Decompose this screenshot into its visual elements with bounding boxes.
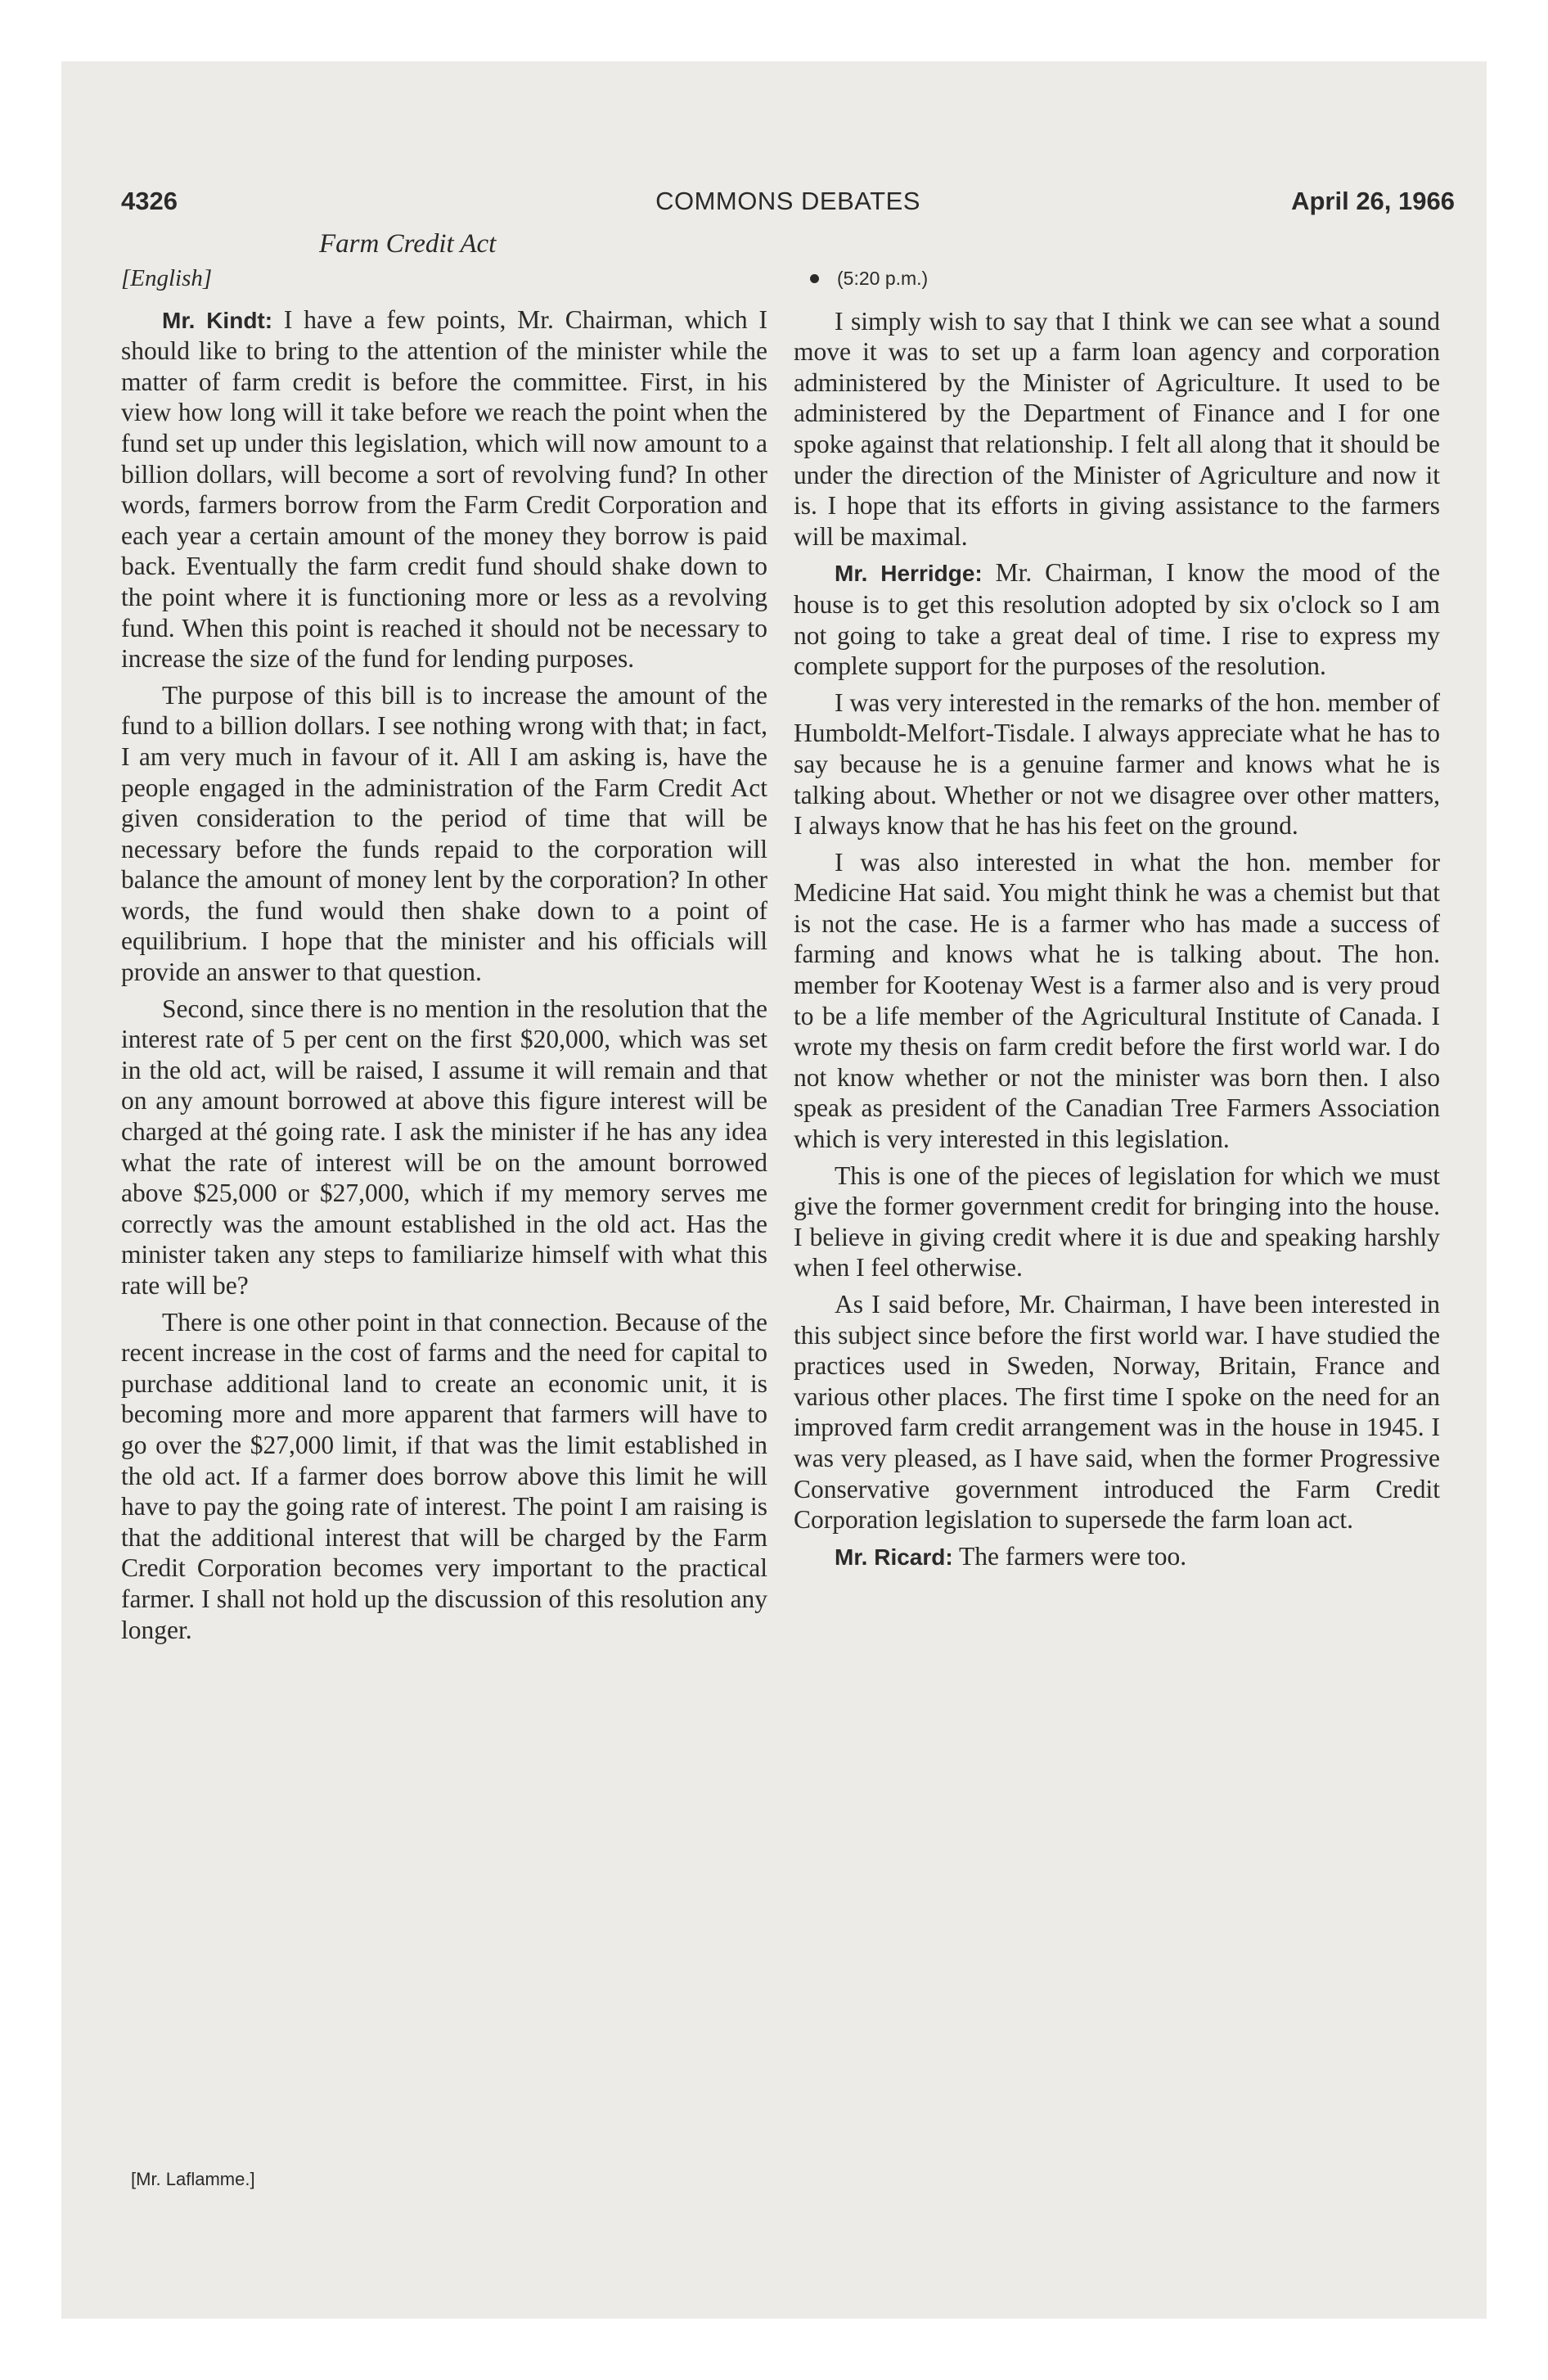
- page-date: April 26, 1966: [1291, 187, 1455, 215]
- paragraph: [121, 304, 767, 674]
- paragraph: [794, 1161, 1440, 1283]
- running-subject: Farm Credit Act: [319, 229, 497, 259]
- paragraph: [794, 847, 1440, 1155]
- publication-title: COMMONS DEBATES: [655, 187, 920, 215]
- timestamp: [794, 264, 1440, 295]
- paragraph: [794, 1289, 1440, 1535]
- left-column: [121, 264, 767, 1651]
- paragraph-text: Second, since there is no mention in the resolution that the interest rate of 5 per cent on the first $20,000, which was set in the old act, will be raised, I assume it will remain and that on any amount borrowed at above this figure interest will be charged at thé going rate. I ask the minister if he has any idea what the rate of interest will be on the amount borrowed above $25,000 or $27,000, which if my memory serves me correctly was the amount established in the old act. Has the minister taken any steps to familiarize himself with what this rate will be?: [121, 994, 767, 1300]
- speaker-name: Mr. Herridge:: [835, 561, 983, 587]
- paragraph-text: The purpose of this bill is to increase the amount of the fund to a billion dollars. I see nothing wrong with that; in fact, I am very much in favour of it. All I am asking is, have the people engaged in the administration of the Farm Credit Act given consideration to the period of time that will be necessary before the funds repaid to the corporation will balance the amount of money lent by the corporation? In other words, the fund would then shake down to a point of equilibrium. I hope that the minister and his officials will provide an answer to that question.: [121, 680, 767, 987]
- speaker-name: Mr. Ricard:: [835, 1544, 953, 1570]
- paragraph-text: As I said before, Mr. Chairman, I have been interested in this subject since before the first world war. I have studied the practices used in Sweden, Norway, Britain, France and various other places. The first time I spoke on the need for an improved farm credit arrangement was in the house in 1945. I was very pleased, as I have said, when the former Progressive Conservative government introduced the Farm Credit Corporation legislation to supersede the farm loan act.: [794, 1290, 1440, 1535]
- paragraph-text: This is one of the pieces of legislation for which we must give the former government credit for bringing into the house. I believe in giving credit where it is due and speaking harshly when I feel otherwise.: [794, 1161, 1440, 1282]
- right-column: [794, 264, 1440, 1578]
- paragraph: [794, 557, 1440, 681]
- paragraph: [794, 1541, 1440, 1573]
- paragraph: [794, 687, 1440, 841]
- language-tag: [English]: [121, 265, 213, 291]
- paragraph-text: I was very interested in the remarks of the hon. member of Humboldt-Melfort-Tisdale. I always appreciate what he has to say because he is a genuine farmer and knows what he is talking about. Whether or not we disagree over other matters, I always know that he has his feet on the ground.: [794, 687, 1440, 841]
- paragraph-text: I simply wish to say that I think we can see what a sound move it was to set up a farm loan agency and corporation administered by the Minister of Agriculture. It used to be administered by the Department of Finance and I for one spoke against that relationship. I felt all along that it should be under the direction of the Minister of Agriculture and now it is. I hope that its efforts in giving assistance to the farmers will be maximal.: [794, 306, 1440, 551]
- page-header: [121, 187, 1455, 228]
- bullet-icon: [810, 274, 819, 283]
- paragraph-text: There is one other point in that connection. Because of the recent increase in the cost of farms and the need for capital to purchase additional land to create an economic unit, it is becoming more and more apparent that farmers will have to go over the $27,000 limit, if that was the limit established in the old act. If a farmer does borrow above this limit he will have to pay the going rate of interest. The point I am raising is that the additional interest that will be charged by the Farm Credit Corporation becomes very important to the practical farmer. I shall not hold up the discussion of this resolution any longer.: [121, 1307, 767, 1644]
- paragraph-text: I was also interested in what the hon. member for Medicine Hat said. You might think he was a chemist but that is not the case. He is a farmer who has made a success of farming and knows what he is talking about. The hon. member for Kootenay West is a farmer also and is very proud to be a life member of the Agricultural Institute of Canada. I wrote my thesis on farm credit before the first world war. I do not know whether or not the minister was born then. I also speak as president of the Canadian Tree Farmers Association which is very interested in this legislation.: [794, 847, 1440, 1154]
- footer-speaker-note: [Mr. Laflamme.]: [131, 2169, 255, 2189]
- paragraph: [121, 1307, 767, 1646]
- paragraph-text: I have a few points, Mr. Chairman, which I should like to bring to the attention of the minister while the matter of farm credit is before the committee. First, in his view how long will it take before we reach the point when the fund set up under this legislation, which will now amount to a billion dollars, will become a sort of revolving fund? In other words, farmers borrow from the Farm Credit Corporation and each year a certain amount of the money they borrow is paid back. Eventually the farm credit fund should shake down to the point where it is functioning more or less as a revolving fund. When this point is reached it should not be necessary to increase the size of the fund for lending purposes.: [121, 304, 767, 674]
- paragraph-text: The farmers were too.: [952, 1541, 1187, 1571]
- paragraph: [121, 994, 767, 1301]
- speaker-name: Mr. Kindt:: [162, 307, 273, 333]
- paragraph: [121, 680, 767, 988]
- paragraph: [794, 306, 1440, 552]
- paragraph-text: Mr. Chairman, I know the mood of the house is to get this resolution adopted by six o'clock so I am not going to take a great deal of time. I rise to express my complete support for the purposes of the resolution.: [794, 558, 1441, 681]
- page-number: 4326: [121, 187, 178, 215]
- timestamp-text: (5:20 p.m.): [837, 268, 929, 289]
